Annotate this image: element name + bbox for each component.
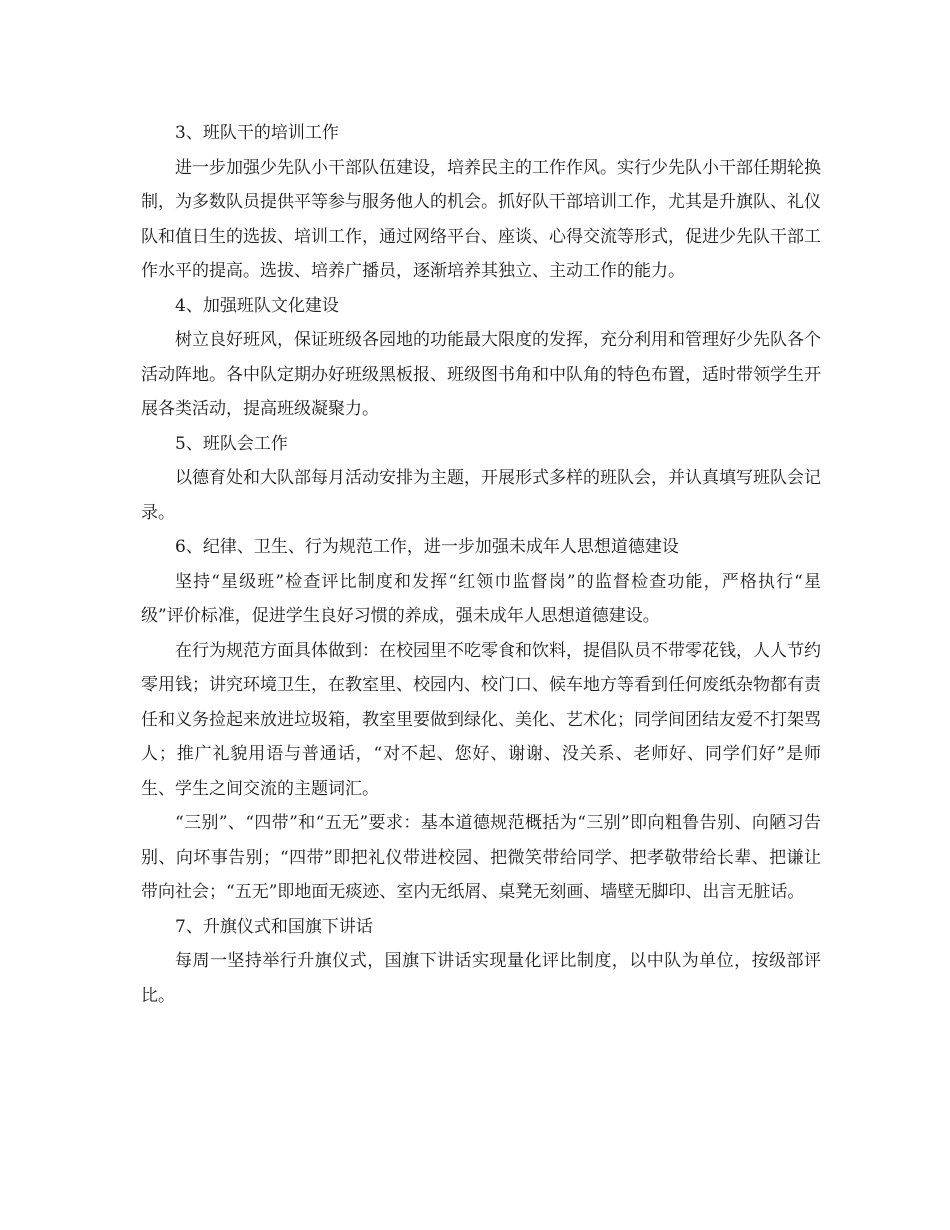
- body-paragraph: 每周一坚持举行升旗仪式，国旗下讲话实现量化评比制度，以中队为单位，按级部评比。: [141, 951, 821, 1006]
- body-paragraph: 在行为规范方面具体做到：在校园里不吃零食和饮料，提倡队员不带零花钱，人人节约零用钱；讲究环境卫生，在教室里、校园内、校门口、候车地方等看到任何废纸杂物都有责任和义务捡起来放进垃圾箱，教室里要做到绿化、美化、艺术化；同学间团结友爱不打架骂人；推广礼貌用语与普通话，“对不起、您好、谢谢、没关系、老师好、同学们好”是师生、学生之间交流的主题词汇。: [141, 640, 821, 799]
- document-body: [141, 116, 821, 1013]
- body-paragraph: “三别”、“四带”和“五无”要求：基本道德规范概括为“三别”即向粗鲁告别、向陋习告别、向坏事告别；“四带”即把礼仪带进校园、把微笑带给同学、把孝敬带给长辈、把谦让带向社会；“五无”即地面无痰迹、室内无纸屑、桌凳无刻画、墙壁无脚印、出言无脏话。: [141, 813, 821, 902]
- body-paragraph: 以德育处和大队部每月活动安排为主题，开展形式多样的班队会，并认真填写班队会记录。: [141, 468, 821, 523]
- body-paragraph: 坚持“星级班”检查评比制度和发挥“红领巾监督岗”的监督检查功能，严格执行“星级”评价标准，促进学生良好习惯的养成，强未成年人思想道德建设。: [141, 571, 821, 626]
- section-heading-5: 5、班队会工作: [175, 433, 288, 454]
- section-heading-3: 3、班队干的培训工作: [175, 123, 339, 143]
- section-heading-4: 4、加强班队文化建设: [175, 295, 339, 316]
- section-heading-6: 6、纪律、卫生、行为规范工作，进一步加强未成年人思想道德建设: [175, 537, 679, 557]
- body-paragraph: 进一步加强少先队小干部队伍建设，培养民主的工作作风。实行少先队小干部任期轮换制，为多数队员提供平等参与服务他人的机会。抓好队干部培训工作，尤其是升旗队、礼仪队和值日生的选拔、培训工作，通过网络平台、座谈、心得交流等形式，促进少先队干部工作水平的提高。选拔、培养广播员，逐渐培养其独立、主动工作的能力。: [141, 157, 821, 281]
- body-paragraph: 树立良好班风，保证班级各园地的功能最大限度的发挥，充分利用和管理好少先队各个活动阵地。各中队定期办好班级黑板报、班级图书角和中队角的特色布置，适时带领学生开展各类活动，提高班级凝聚力。: [141, 330, 821, 419]
- section-heading-7: 7、升旗仪式和国旗下讲话: [175, 916, 373, 937]
